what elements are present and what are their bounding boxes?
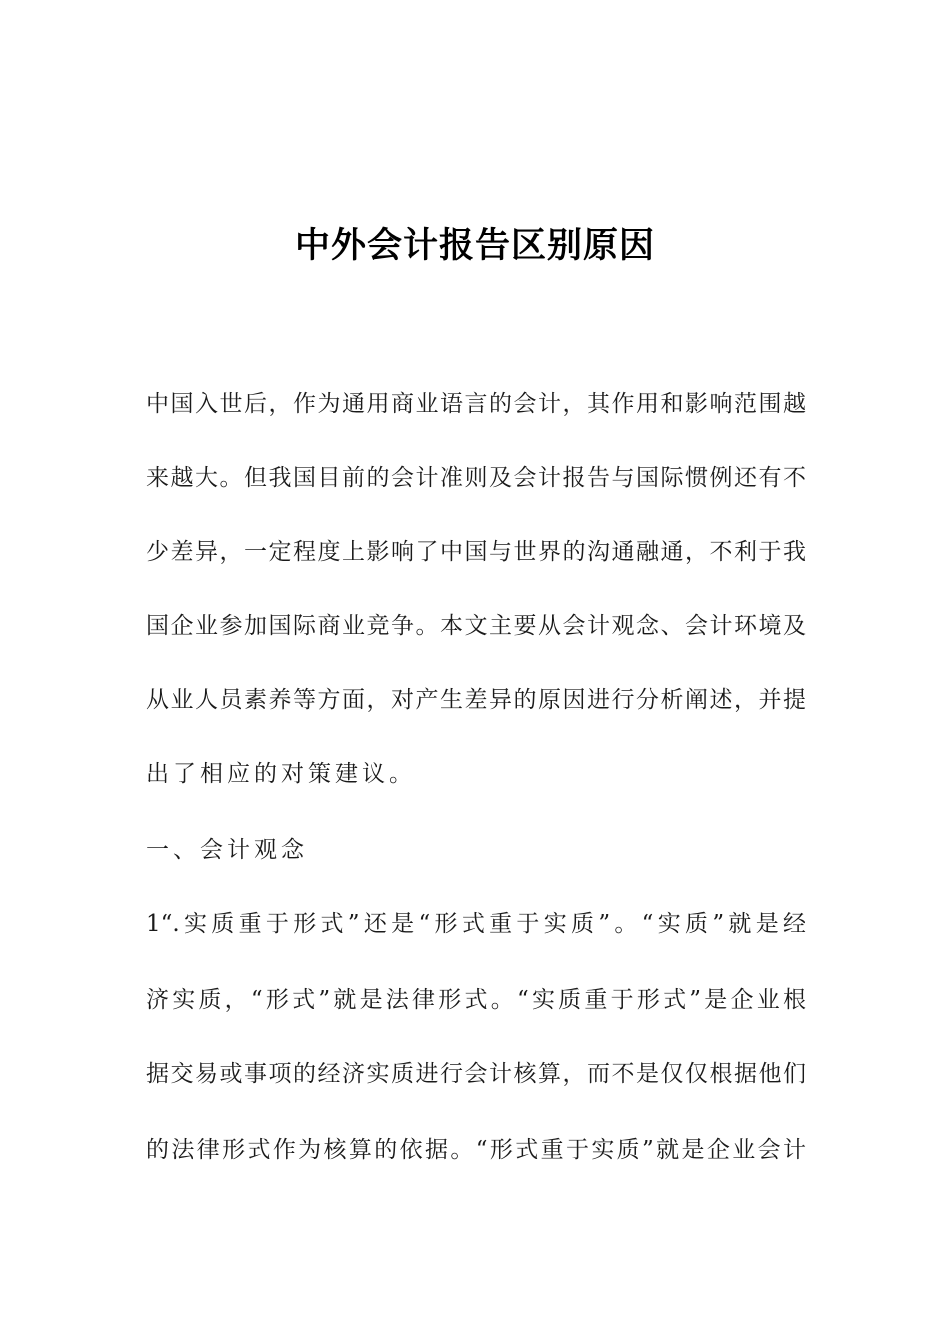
body-text-line: 的法律形式作为核算的依据。“形式重于实质”就是企业会计 [146,1137,806,1163]
body-text-line: 出了相应的对策建议。 [146,761,416,787]
body-text-line: 国企业参加国际商业竞争。本文主要从会计观念、会计环境及 [146,613,806,639]
body-text-line: 1“.实质重于形式”还是“形式重于实质”。“实质”就是经 [146,911,806,937]
document-title: 中外会计报告区别原因 [294,226,655,266]
body-text-line: 从业人员素养等方面，对产生差异的原因进行分析阐述，并提 [146,687,806,713]
body-text-line: 济实质，“形式”就是法律形式。“实质重于形式”是企业根 [146,987,806,1013]
body-text-line: 据交易或事项的经济实质进行会计核算，而不是仅仅根据他们 [146,1061,806,1087]
body-text-line: 少差异，一定程度上影响了中国与世界的沟通融通，不利于我 [146,539,806,565]
body-text-line: 来越大。但我国目前的会计准则及会计报告与国际惯例还有不 [146,465,806,491]
body-text-line: 中国入世后，作为通用商业语言的会计，其作用和影响范围越 [146,391,806,417]
section-heading: 一、会计观念 [146,837,308,863]
